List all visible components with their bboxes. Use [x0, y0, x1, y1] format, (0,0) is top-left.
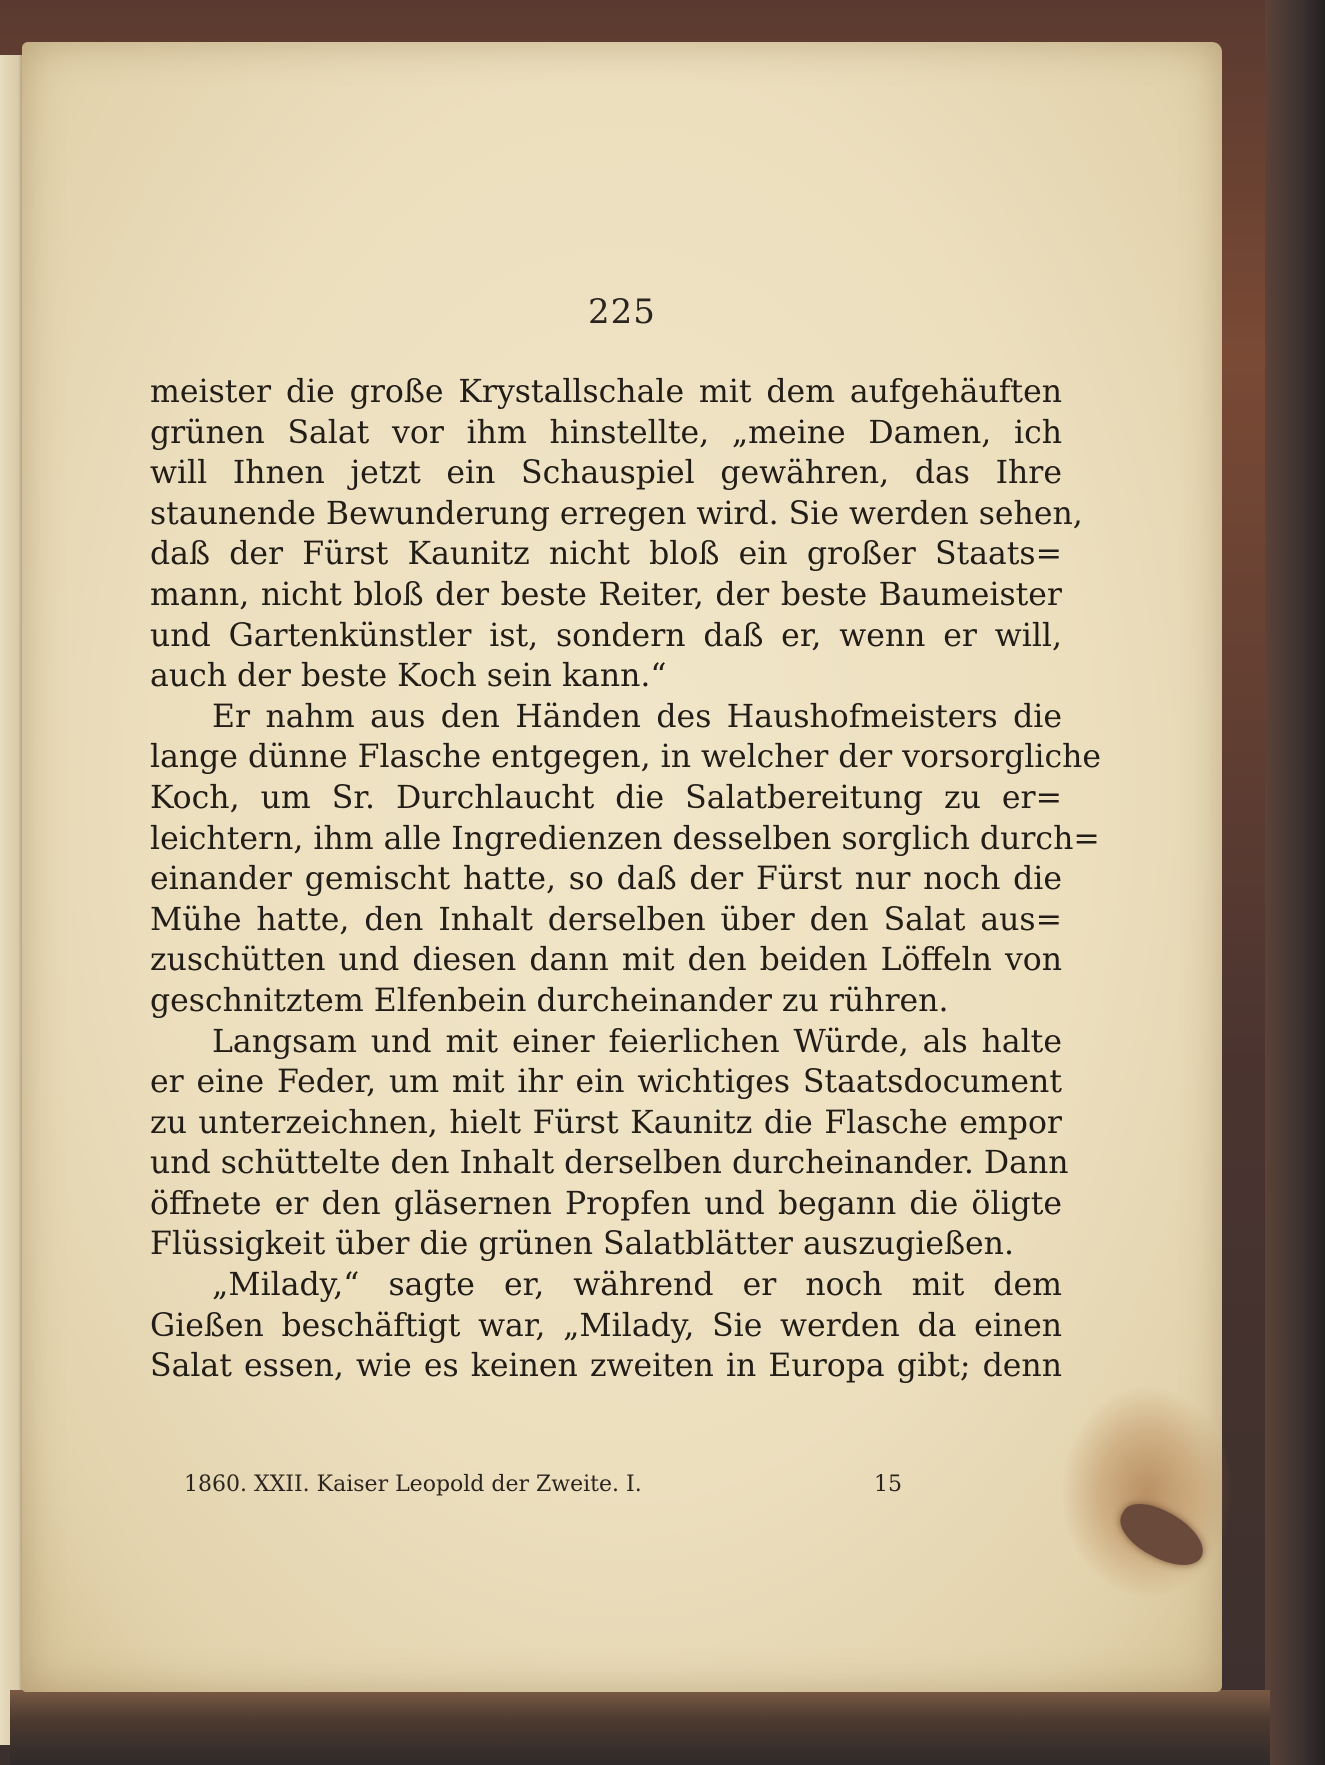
- body-text: [150, 372, 1102, 1387]
- text-line: Mühe hatte, den Inhalt derselben über den Salat aus=: [150, 901, 1062, 938]
- text-line: zu unterzeichnen, hielt Fürst Kaunitz die Flasche empor: [150, 1104, 1062, 1141]
- text-line: staunende Bewunderung erregen wird. Sie werden sehen,: [150, 495, 1083, 532]
- text-line: einander gemischt hatte, so daß der Fürst nur noch die: [150, 861, 1062, 898]
- text-line: auch der beste Koch sein kann.“: [150, 658, 667, 695]
- text-line: er eine Feder, um mit ihr ein wichtiges Staatsdocument: [150, 1064, 1062, 1101]
- text-line: mann, nicht bloß der beste Reiter, der beste Baumeister: [150, 576, 1062, 613]
- footer-sheet-number: 15: [874, 1472, 902, 1497]
- stain-mark: [1062, 1387, 1232, 1597]
- text-line: meister die große Krystallschale mit dem aufgehäuften: [150, 374, 1062, 410]
- text-line: und Gartenkünstler ist, sondern daß er, wenn er will,: [150, 617, 1062, 654]
- cover-bottom-edge: [10, 1690, 1270, 1765]
- page-number: 225: [588, 292, 656, 332]
- text-line: Salat essen, wie es keinen zweiten in Europa gibt; denn: [150, 1348, 1062, 1385]
- footer-signature: 1860. XXII. Kaiser Leopold der Zweite. I.: [184, 1472, 642, 1497]
- text-line: Flüssigkeit über die grünen Salatblätter auszugießen.: [150, 1226, 1014, 1263]
- text-line: daß der Fürst Kaunitz nicht bloß ein großer Staats=: [150, 536, 1062, 573]
- text-line: leichtern, ihm alle Ingredienzen desselben sorglich durch=: [150, 820, 1100, 857]
- text-line: zuschütten und diesen dann mit den beiden Löffeln von: [150, 942, 1062, 979]
- text-line: will Ihnen jetzt ein Schauspiel gewähren, das Ihre: [150, 455, 1062, 492]
- text-line: Er nahm aus den Händen des Haushofmeisters die: [212, 698, 1062, 735]
- page-sheet: [22, 42, 1222, 1692]
- cover-edge: [1265, 0, 1325, 1765]
- text-line: lange dünne Flasche entgegen, in welcher der vorsorgliche: [150, 739, 1102, 776]
- text-line: Gießen beschäftigt war, „Milady, Sie werden da einen: [150, 1307, 1062, 1344]
- text-line: und schüttelte den Inhalt derselben durcheinander. Dann: [150, 1145, 1069, 1182]
- text-line: grünen Salat vor ihm hinstellte, „meine Damen, ich: [150, 414, 1062, 451]
- text-line: „Milady,“ sagte er, während er noch mit dem: [212, 1267, 1062, 1304]
- text-line: öffnete er den gläsernen Propfen und begann die öligte: [150, 1185, 1062, 1222]
- text-line: Koch, um Sr. Durchlaucht die Salatbereitung zu er=: [150, 779, 1062, 816]
- text-line: Langsam und mit einer feierlichen Würde, als halte: [212, 1023, 1062, 1060]
- text-line: geschnitztem Elfenbein durcheinander zu rühren.: [150, 982, 949, 1019]
